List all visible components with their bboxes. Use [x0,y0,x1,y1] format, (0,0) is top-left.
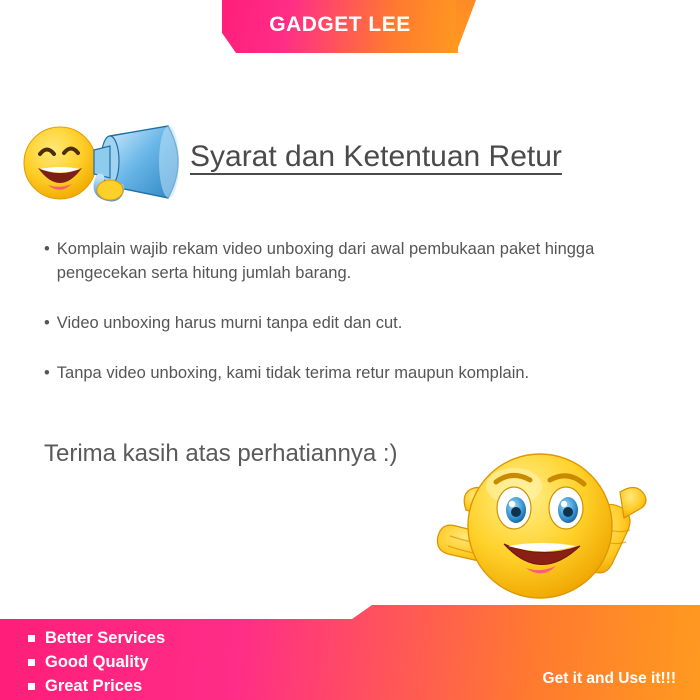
footer-banner [0,605,700,700]
list-item [44,238,664,286]
bullet-marker: • [44,313,50,332]
brand-title: GADGET LEE [269,13,411,36]
title-row [0,122,700,200]
footer-benefit-label: Better Services [45,629,166,647]
page-title: Syarat dan Ketentuan Retur [190,140,562,173]
bullet-square-icon [28,659,35,666]
bullet-text: Tanpa video unboxing, kami tidak terima retur maupun komplain. [56,363,530,382]
bullet-text: Komplain wajib rekam video unboxing dari awal pembukaan paket hingga pengecekan serta hitung jumlah barang. [56,240,595,282]
footer-benefits-list [28,627,165,699]
list-item [28,675,165,699]
header-banner-notch [456,0,476,53]
bullet-marker: • [44,363,50,382]
bullet-square-icon [28,635,35,642]
bullet-square-icon [28,683,35,690]
bullet-text: Video unboxing harus murni tanpa edit dan cut. [56,313,403,332]
bullet-marker: • [44,240,50,258]
footer-benefit-label: Great Prices [45,676,143,695]
header-banner [222,0,458,53]
thanks-message: Terima kasih atas perhatiannya :) [44,440,398,467]
list-item [28,627,165,651]
list-item [44,362,664,386]
list-item [44,312,664,336]
footer-tagline: Get it and Use it!!! [542,670,676,687]
laughing-face-with-megaphone-icon [18,124,186,202]
terms-list [44,238,664,412]
list-item [28,651,165,675]
smiling-face-with-thumbs-up-icon [422,442,662,612]
footer-benefit-label: Good Quality [45,652,149,671]
